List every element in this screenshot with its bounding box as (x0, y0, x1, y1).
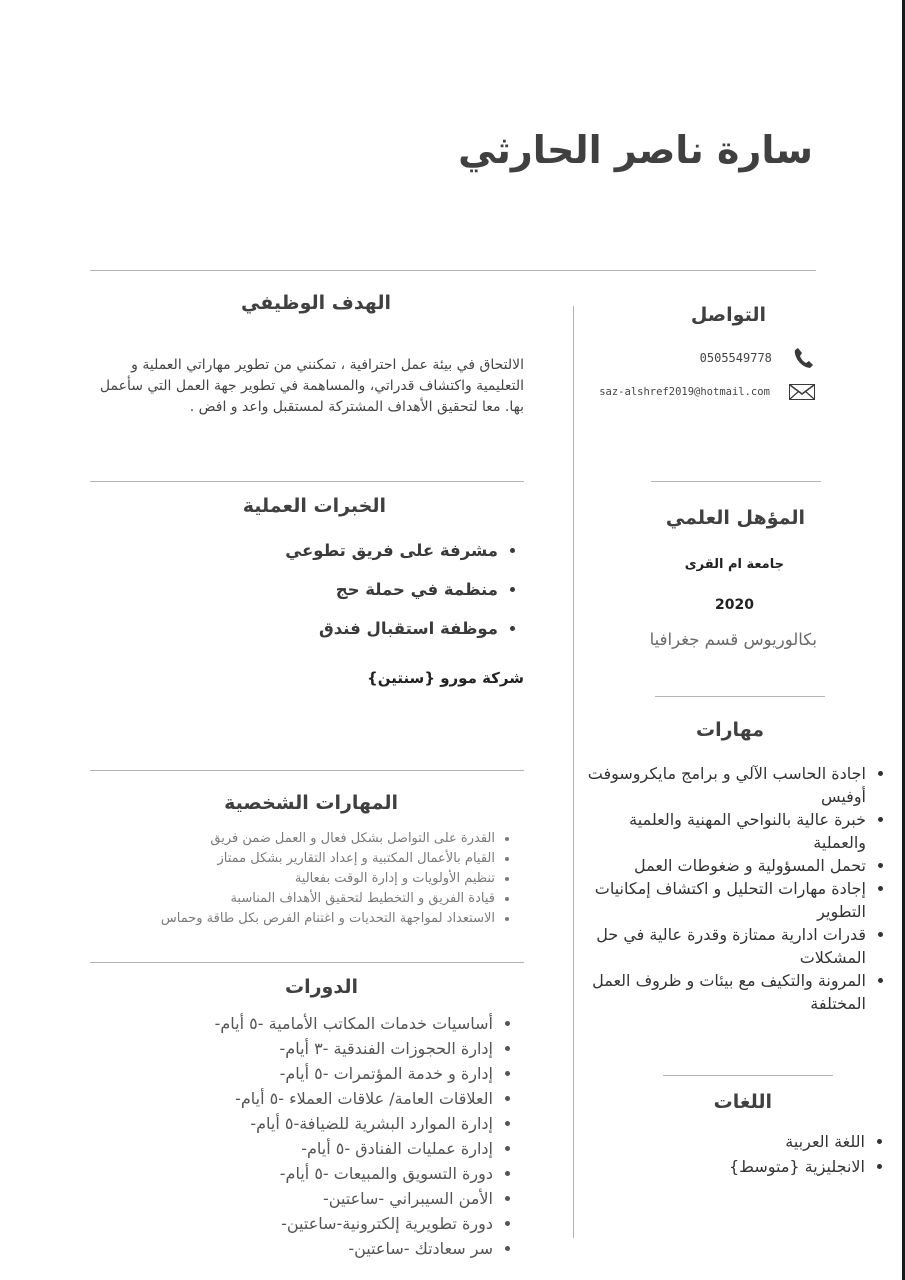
email-row (599, 381, 815, 400)
person-name: سارة ناصر الحارثي (458, 128, 813, 172)
experience-item: • منظمة في حملة حج (178, 580, 498, 599)
skills-list (582, 762, 889, 1015)
personal-skills-heading: المهارات الشخصية (224, 792, 398, 814)
contact-divider (651, 481, 821, 482)
language-item: • الانجليزية {متوسط} (625, 1154, 865, 1179)
experience-divider (90, 770, 524, 771)
languages-heading: اللغات (713, 1091, 772, 1113)
education-degree: بكالوريوس قسم جغرافيا (649, 630, 817, 649)
education-divider (655, 696, 825, 697)
objective-text: الالتحاق في بيئة عمل احترافية ، تمكنني من تطوير مهاراتي العملية و التعليمية واكتشاف قدراتي، والمساهمة في تطوير جهة العمل التي سأعمل بها. معا لتحقيق الأهداف المشتركة لمستقبل واعد و افض . (99, 357, 524, 415)
course-item: • إدارة عمليات الفنادق -٥ أيام- (133, 1136, 493, 1161)
education-university: جامعة ام القرى (684, 557, 784, 572)
education-heading: المؤهل العلمي (665, 507, 805, 529)
course-item: • إدارة الحجوزات الفندقية -٣ أيام- (133, 1036, 493, 1061)
phone-number: 0505549778 (699, 351, 772, 365)
email-address: saz-alshref2019@hotmail.com (599, 385, 770, 398)
skill-item: • قدرات ادارية ممتازة وقدرة عالية في حل المشكلات (582, 923, 866, 969)
course-item: • إدارة الموارد البشرية للضيافة-٥ أيام- (133, 1111, 493, 1136)
course-item: • الأمن السيبراني -ساعتين- (133, 1186, 493, 1211)
language-item: • اللغة العربية (625, 1129, 865, 1154)
course-item: • العلاقات العامة/ علاقات العملاء -٥ أيام- (133, 1086, 493, 1111)
personal-skill-item: • القدرة على التواصل بشكل فعال و العمل ضمن فريق (145, 829, 495, 849)
education-year: 2020 (715, 597, 754, 613)
experience-company: شركة مورو {سنتين} (367, 669, 524, 687)
header-divider (90, 270, 816, 271)
skill-item: • اجادة الحاسب الآلي و برامج مايكروسوفت أوفيس (582, 762, 866, 808)
objective-divider (90, 481, 524, 482)
email-icon (789, 384, 815, 400)
experience-heading: الخبرات العملية (242, 495, 386, 517)
experience-item: • مشرفة على فريق تطوعي (178, 541, 498, 560)
course-item: • سر سعادتك -ساعتين- (133, 1236, 493, 1261)
personal-skill-item: • قيادة الفريق و التخطيط لتحقيق الأهداف المناسبة (145, 889, 495, 909)
skills-divider (663, 1075, 833, 1076)
experience-list (178, 541, 525, 658)
contact-heading: التواصل (690, 304, 766, 326)
phone-row (700, 347, 813, 369)
personal-skill-item: • الاستعداد لمواجهة التحديات و اغتنام الفرص بكل طاقة وحماس (145, 909, 495, 929)
skill-item: • المرونة والتكيف مع بيئات و ظروف العمل المختلفة (582, 969, 866, 1015)
course-item: • دورة التسويق والمبيعات -٥ أيام- (133, 1161, 493, 1186)
course-item: • إدارة و خدمة المؤتمرات -٥ أيام- (133, 1061, 493, 1086)
personal-skill-item: • القيام بالأعمال المكتبية و إعداد التقارير بشكل ممتاز (145, 849, 495, 869)
skill-item: • خبرة عالية بالنواحي المهنية والعلمية والعملية (582, 808, 866, 854)
languages-list (625, 1129, 889, 1179)
phone-icon (793, 347, 813, 369)
personal-skill-item: • تنظيم الأولويات و إدارة الوقت بفعالية (145, 869, 495, 889)
course-item: • أساسيات خدمات المكاتب الأمامية -٥ أيام- (133, 1011, 493, 1036)
skill-item: • تحمل المسؤولية و ضغوطات العمل (582, 854, 866, 877)
course-item: • دورة تطويرية إلكترونية-ساعتين- (133, 1211, 493, 1236)
experience-item: • موظفة استقبال فندق (178, 619, 498, 638)
skills-heading: مهارات (696, 719, 764, 741)
courses-heading: الدورات (285, 976, 358, 998)
objective-heading: الهدف الوظيفي (241, 292, 391, 314)
personal-skills-list (145, 829, 511, 929)
personal-skills-divider (90, 962, 524, 963)
skill-item: • إجادة مهارات التحليل و اكتشاف إمكانيات التطوير (582, 877, 866, 923)
column-divider (573, 306, 574, 1238)
courses-list (133, 1011, 514, 1261)
